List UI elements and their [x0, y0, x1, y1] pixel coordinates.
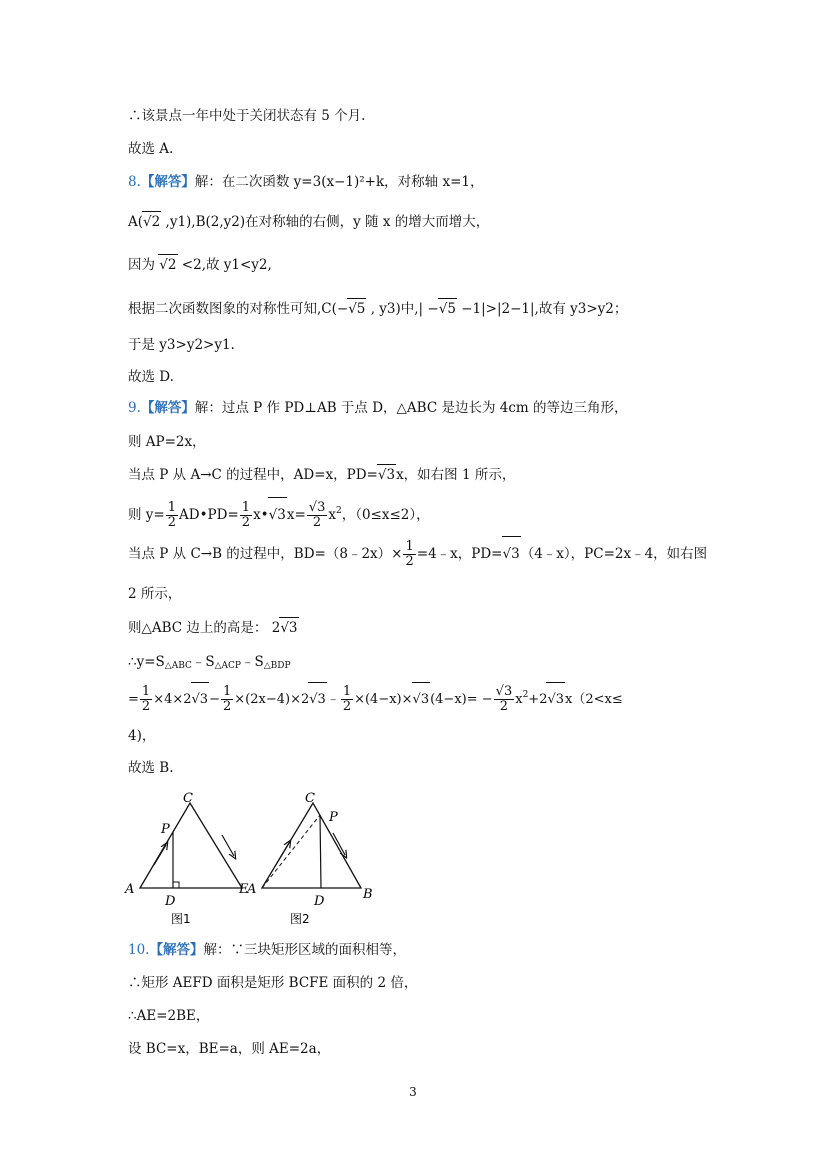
label-C: C: [183, 791, 193, 806]
text: 因为: [128, 257, 160, 273]
text: x，如右图 1 所示，: [396, 467, 516, 483]
text: (4−x)= −: [430, 692, 493, 707]
text: ，（0≤x≤2），: [341, 507, 430, 523]
text-line: 解：∵三块矩形区域的面积相等，: [203, 942, 406, 958]
figure-2-caption: 图2: [290, 912, 310, 926]
question-8-header: [128, 172, 483, 192]
fraction: $\frac{1}{2}$: [141, 684, 151, 714]
label-P: P: [161, 822, 170, 837]
text: ﹣: [326, 692, 340, 707]
text-line: 故选 B.: [128, 760, 174, 776]
text: 当点 P 从 C→B 的过程中，BD=（8﹣2x）×: [128, 546, 403, 562]
text: ﹣S: [241, 654, 264, 670]
text: ﹣S: [191, 654, 215, 670]
text: , y3)中,| −: [366, 301, 439, 317]
text-line: [128, 617, 299, 638]
text: ×(4−x)×: [354, 692, 413, 707]
figure-1-caption: 图1: [171, 912, 191, 926]
text: （4﹣x），PC=2x﹣4，如右图: [520, 546, 708, 562]
label-D: D: [314, 894, 325, 909]
superscript: 2: [335, 506, 342, 516]
sqrt-expression: √3: [308, 682, 327, 717]
text-line: 2 所示，: [128, 586, 182, 602]
fraction: $\frac{√3}{2}$: [495, 684, 513, 714]
text-line: 故选 A.: [128, 141, 174, 157]
text: x（2<x≤: [565, 692, 623, 707]
sqrt-expression: √2: [158, 254, 177, 275]
subscript: △ACP: [214, 661, 241, 671]
fraction: $\frac{1}{2}$: [222, 684, 232, 714]
sqrt-expression: √3: [268, 497, 287, 532]
text-line: 故选 D.: [128, 369, 174, 385]
question-9-header: [128, 398, 627, 418]
sqrt-expression: √2: [142, 211, 161, 232]
page-number: 3: [409, 1085, 417, 1099]
fraction: $\frac{1}{2}$: [405, 539, 414, 569]
text: ×(2x−4)×2: [234, 692, 310, 707]
sqrt-expression: √3: [279, 617, 298, 638]
fraction: $\frac{1}{2}$: [241, 500, 251, 530]
text: ,y1),B(2,y2)在对称轴的右侧，y 随 x 的增大而增大，: [161, 214, 490, 230]
sqrt-expression: √3: [377, 464, 396, 485]
answer-tag: 【解答】: [149, 942, 204, 958]
sqrt-expression: √3: [191, 682, 210, 717]
text-line: 设 BC=x，BE=a，则 AE=2a，: [128, 1041, 331, 1057]
triangle-figures: [120, 785, 390, 930]
text: 则△ABC 边上的高是： 2: [128, 620, 281, 636]
formula-line: [128, 494, 430, 532]
text-line: ∴该景点一年中处于关闭状态有 5 个月.: [128, 108, 366, 124]
question-number: 10.: [128, 942, 150, 958]
text: =4﹣x，PD=: [416, 546, 503, 562]
text-line: ∴AE=2BE，: [128, 1008, 210, 1024]
text: =: [128, 692, 139, 707]
text: <2,故 y1<y2,: [177, 257, 272, 273]
label-A: A: [247, 882, 257, 897]
text-line: [128, 464, 515, 485]
question-number: 9.: [128, 400, 141, 416]
sqrt-expression: √3: [502, 536, 521, 571]
fraction: $\frac{1}{2}$: [167, 500, 177, 530]
figure-1: [124, 791, 249, 926]
text-line: 则 AP=2x，: [128, 434, 206, 450]
question-10-header: [128, 940, 406, 960]
label-C: C: [305, 791, 315, 806]
text: +2: [528, 692, 548, 707]
answer-tag: 【解答】: [140, 400, 195, 416]
question-number: 8.: [128, 174, 141, 190]
text: ∴y=S: [128, 654, 165, 670]
answer-tag: 【解答】: [140, 174, 195, 190]
subscript: △BDP: [263, 661, 291, 671]
text: AD•PD=: [179, 507, 239, 523]
text: 当点 P 从 A→C 的过程中，AD=x，PD=: [128, 467, 378, 483]
text-line: [128, 652, 291, 676]
text: x•: [253, 507, 269, 523]
text-line: 于是 y3>y2>y1.: [128, 337, 235, 353]
label-P: P: [329, 810, 338, 825]
text: −1|>|2−1|,故有 y3>y2；: [456, 301, 628, 317]
label-D: D: [165, 894, 176, 909]
text-line: [128, 298, 627, 319]
sqrt-expression: √3: [546, 682, 565, 717]
subscript: △ABC: [164, 661, 192, 671]
label-A: A: [125, 882, 135, 897]
text: 则 y=: [128, 507, 165, 523]
label-B: B: [363, 887, 373, 902]
sqrt-expression: √3: [412, 682, 431, 717]
figure-2: [246, 791, 373, 926]
text-line: [128, 211, 489, 232]
fraction: $\frac{√3}{2}$: [308, 500, 326, 530]
superscript: 2: [522, 690, 529, 700]
sqrt-expression: √5: [347, 298, 366, 319]
text: 根据二次函数图象的对称性可知,C(−: [128, 301, 349, 317]
text: x=: [286, 507, 306, 523]
fraction: $\frac{1}{2}$: [342, 684, 352, 714]
text-line: [128, 254, 272, 275]
sqrt-expression: √5: [438, 298, 457, 319]
text-line: ∴矩形 AEFD 面积是矩形 BCFE 面积的 2 倍，: [128, 975, 418, 991]
text: −: [209, 692, 220, 707]
text: x: [328, 507, 336, 523]
formula-line: [128, 536, 707, 571]
label-B: E: [239, 882, 249, 897]
text-line: 解：过点 P 作 PD⊥AB 于点 D，△ABC 是边长为 4cm 的等边三角形，: [194, 400, 628, 416]
text-line: 4)，: [128, 728, 156, 744]
text: x: [515, 692, 523, 707]
text-line: 解：在二次函数 y=3(x−1)²+k，对称轴 x=1，: [194, 174, 484, 190]
text: ×4×2: [153, 692, 192, 707]
formula-line: [128, 678, 623, 717]
text: A(: [128, 214, 144, 230]
